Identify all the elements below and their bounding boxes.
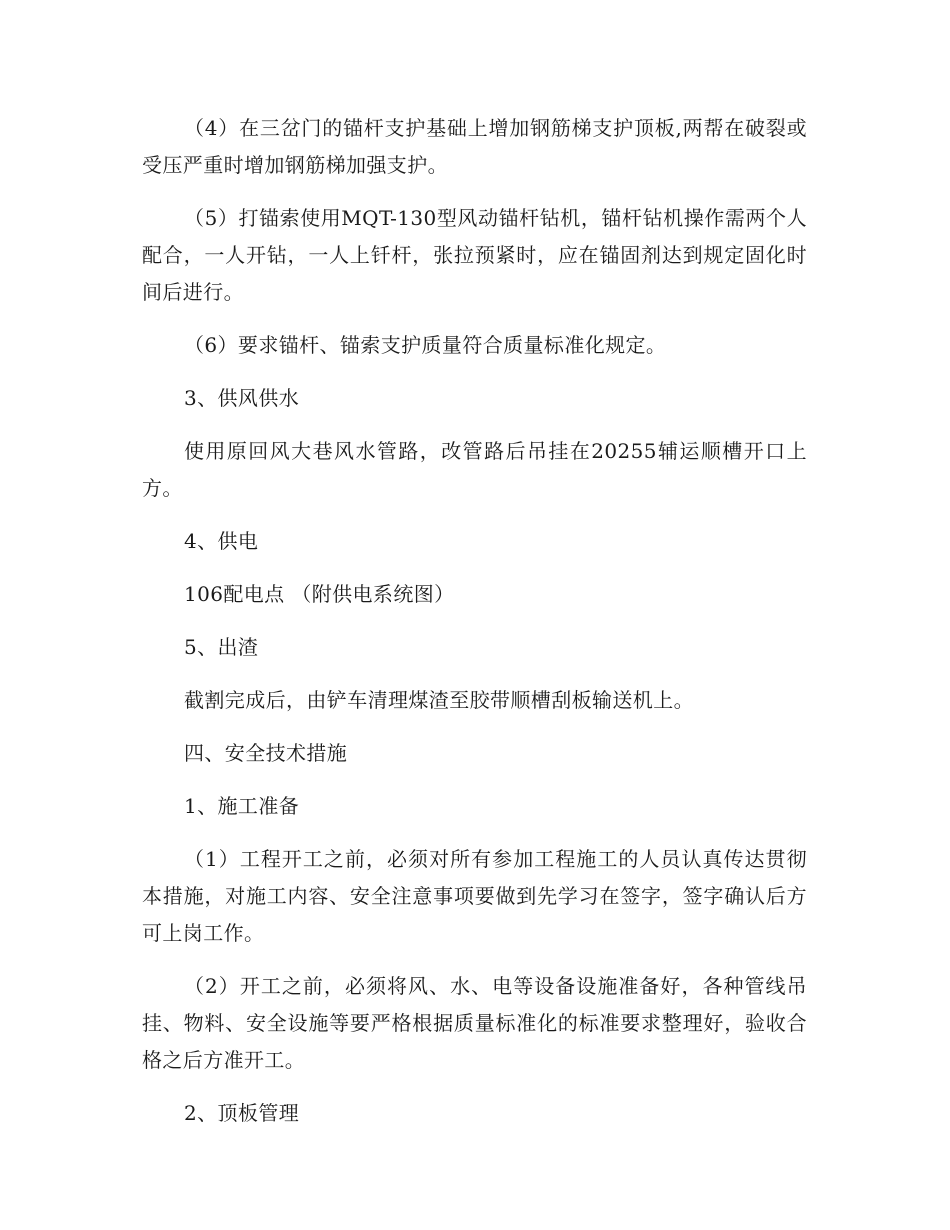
section-heading-roof: 2、顶板管理 <box>184 1101 300 1125</box>
paragraph-anchor-drilling: （5）打锚索使用MQT-130型风动锚杆钻机，锚杆钻机操作需两个人配合，一人开钻，一人上钎杆，张拉预紧时，应在锚固剂达到规定固化时间后进行。 <box>142 206 807 304</box>
paragraph-preparation-2: （2）开工之前，必须将风、水、电等设备设施准备好，各种管线吊挂、物料、安全设施等要严格根据质量标准化的标准要求整理好，验收合格之后方准开工。 <box>142 974 807 1072</box>
paragraph-slag: 截割完成后，由铲车清理煤渣至胶带顺槽刮板输送机上。 <box>184 688 694 712</box>
section-heading-power: 4、供电 <box>184 529 259 553</box>
paragraph-preparation-1: （1）工程开工之前，必须对所有参加工程施工的人员认真传达贯彻本措施，对施工内容、安全注意事项要做到先学习在签字，签字确认后方可上岗工作。 <box>142 847 807 945</box>
section-heading-air-water: 3、供风供水 <box>184 386 300 410</box>
paragraph-reinforce-support: （4）在三岔门的锚杆支护基础上增加钢筋梯支护顶板,两帮在破裂或受压严重时增加钢筋梯加强支护。 <box>142 116 807 177</box>
paragraph-power: 106配电点 （附供电系统图） <box>184 582 455 606</box>
paragraph-air-water: 使用原回风大巷风水管路，改管路后吊挂在20255辅运顺槽开口上方。 <box>142 439 807 500</box>
section-heading-preparation: 1、施工准备 <box>184 794 300 818</box>
document-body <box>142 110 807 1148</box>
section-heading-slag: 5、出渣 <box>184 635 259 659</box>
paragraph-support-quality: （6）要求锚杆、锚索支护质量符合质量标准化规定。 <box>184 333 667 357</box>
chapter-heading-safety: 四、安全技术措施 <box>184 741 348 765</box>
